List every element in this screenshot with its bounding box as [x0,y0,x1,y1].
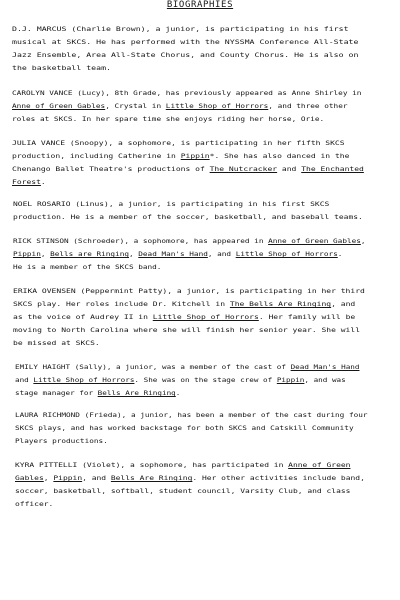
text-run: , and [331,300,356,308]
underlined-title: Anne of Green Gables [12,102,106,110]
text-run: . [40,178,46,186]
text-run: moving to North Carolina where she will finish her senior year. She will [13,326,361,334]
underlined-title: Little Shop of Horrors [152,313,259,321]
underlined-title: Bells Are Ringing [110,474,193,482]
biography-paragraph [13,198,363,224]
underlined-title: Pippin [276,376,305,384]
biography-paragraph [15,459,365,511]
underlined-title: Bells Are Ringing [97,389,176,397]
text-run: He is a member of the SKCS band. [13,263,162,271]
text-line [13,298,365,311]
biography-paragraph [13,285,365,350]
text-line [15,409,368,422]
underlined-title: Gables [15,474,44,482]
text-line [13,248,366,261]
text-line [12,36,358,49]
underlined-title: Dead Man's Hand [138,250,208,258]
text-run: . [175,389,181,397]
text-run: . Her other activities include band, [192,474,365,482]
text-line [12,150,364,163]
underlined-title: Pippin [53,474,83,482]
biography-paragraph [12,23,358,75]
text-run: and [277,165,302,173]
text-run: . Her family will be [258,313,356,321]
text-run: , and was [304,376,346,384]
biography-paragraph [12,137,364,189]
underlined-title: Dead Man's Hand [290,363,360,371]
underlined-title: The Bells Are Ringing [229,300,332,308]
text-run: JULIA VANCE (Snoopy), a sophomore, is participating in her fifth SKCS [12,139,345,147]
text-run: as the voice of Audrey II in [13,313,153,321]
underlined-title: The Enchanted [301,165,364,173]
text-run: CAROLYN VANCE (Lucy), 8th Grade, has previously appeared as Anne Shirley in [12,89,362,97]
page-title: BIOGRAPHIES [166,0,234,10]
text-run: EMILY HAIGHT (Sally), a junior, was a member of the cast of [15,363,291,371]
underlined-title: Bells are Ringing [50,250,129,258]
text-run: be missed at SKCS. [13,339,100,347]
text-run: D.J. MARCUS (Charlie Brown), a junior, is participating in his first [12,25,349,33]
text-run: , and [207,250,236,258]
underlined-title: Anne of Green Gables [268,237,361,245]
text-run: soccer, basketball, softball, student council, Varsity Club, and class [15,487,351,495]
text-run: production. He is a member of the soccer, basketball, and baseball teams. [13,213,363,221]
text-line [13,261,366,274]
text-run: musical at SKCS. He has performed with the NYSSMA Conference All-State [12,38,359,46]
text-run: RICK STINSON (Schroeder), a sophomore, has appeared in [13,237,269,245]
underlined-title: The Nutcracker [209,165,278,173]
text-line [13,211,363,224]
text-line [15,422,368,435]
text-run: , [360,237,366,245]
text-line [15,498,365,511]
text-run: production, including Catherine in [12,152,181,160]
underlined-title: Little Shop of Horrors [33,376,135,384]
text-run: ERIKA OVENSEN (Peppermint Patty), a junior, is participating in her third [13,287,365,295]
text-line [12,163,364,176]
biography-paragraph [15,409,368,448]
text-run: NOEL ROSARIO (Linus), a junior, is participating in his first SKCS [13,200,330,208]
text-line [13,235,366,248]
text-line [15,485,365,498]
text-run: , [43,474,54,482]
text-line [12,113,361,126]
text-run: roles at SKCS. In her spare time she enjoys riding her horse, Orie. [12,115,325,123]
text-line [15,374,359,387]
underlined-title: Little Shop of Horrors [165,102,269,110]
text-run: , and three other [268,102,348,110]
text-run: Chenango Ballet Theatre's productions of [12,165,210,173]
text-line [13,198,363,211]
underlined-title: Forest [12,178,41,186]
text-line [15,435,368,448]
text-line [12,87,361,100]
text-line [12,23,358,36]
text-run: LAURA RICHMOND (Frieda), a junior, has been a member of the cast during four [15,411,368,419]
text-line [15,387,359,400]
underlined-title: Anne of Green [288,461,351,469]
text-run: stage manager for [15,389,98,397]
text-run: KYRA PITTELLI (Violet), a sophomore, has participated in [15,461,289,469]
text-line [15,459,365,472]
biography-paragraph [12,87,361,126]
text-run: , [40,250,51,258]
text-run: , Crystal in [105,102,166,110]
text-run: and [15,376,34,384]
text-line [12,137,364,150]
text-run: . [337,250,343,258]
text-line [13,324,365,337]
text-run: the basketball team. [12,64,111,72]
text-run: SKCS play. Her roles include Dr. Kitchell in [13,300,230,308]
underlined-title: Pippin [180,152,210,160]
text-line [15,472,365,485]
text-run: SKCS plays, and has worked backstage for both SKCS and Catskill Community [15,424,354,432]
text-run: officer. [15,500,54,508]
text-run: Jazz Ensemble, Area All-State Chorus, and County Chorus. He is also on [12,51,359,59]
text-line [15,361,359,374]
text-run: , and [82,474,111,482]
text-run: *. She has also danced in the [209,152,350,160]
text-line [13,337,365,350]
text-line [12,100,361,113]
text-line [12,49,358,62]
underlined-title: Pippin [13,250,41,258]
text-line [12,62,358,75]
biography-paragraph [13,235,366,274]
text-run: . She was on the stage crew of [134,376,277,384]
biography-paragraph [15,361,359,400]
text-run: , [128,250,139,258]
text-line [13,311,365,324]
text-line [12,176,364,189]
text-run: Players productions. [15,437,108,445]
underlined-title: Little Shop of Horrors [235,250,338,258]
text-line [13,285,365,298]
